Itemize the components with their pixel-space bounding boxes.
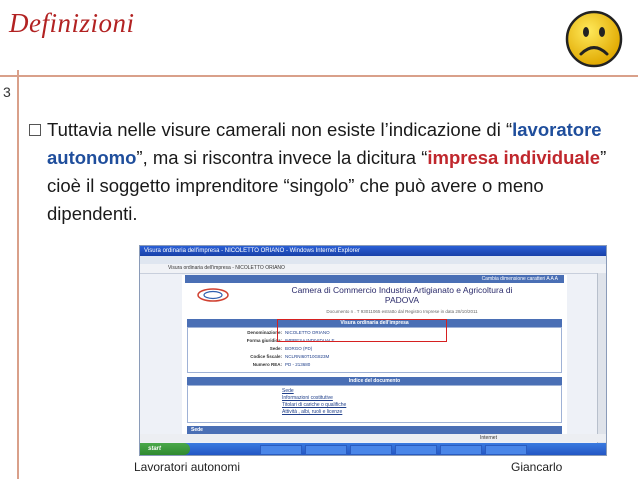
visura-screenshot bbox=[139, 245, 607, 456]
font-size-banner: Cambia dimensione caratteri A A A bbox=[185, 275, 564, 283]
field-value: NCLRNI60T10G823M bbox=[285, 354, 330, 359]
status-zone: Internet bbox=[480, 435, 497, 441]
field-value: BORGO (PD) bbox=[285, 346, 313, 351]
term-lavoratore-autonomo: lavoratore autonomo bbox=[47, 119, 602, 168]
term-impresa-individuale: impresa individuale bbox=[427, 147, 601, 168]
document-number: Documento n . T 93011065 estratto dal Registro Imprese in data 28/10/2011 bbox=[326, 309, 478, 314]
sad-face-icon bbox=[565, 10, 623, 68]
field-label: Codice fiscale: bbox=[250, 354, 282, 359]
slide-title: Definizioni bbox=[9, 8, 135, 38]
index-header: Indice del documento bbox=[187, 377, 562, 385]
index-link-titolari[interactable]: Titolari di cariche o qualifiche bbox=[282, 402, 347, 408]
chamber-name-line1: Camera di Commercio Industria Artigianato e Agricoltura di bbox=[291, 285, 513, 295]
index-link-attivita[interactable]: Attività , albi, ruoli e licenze bbox=[282, 409, 343, 415]
taskbar-item[interactable] bbox=[440, 445, 482, 455]
bullet-text bbox=[47, 116, 627, 228]
windows-taskbar bbox=[140, 443, 606, 455]
side-divider bbox=[17, 70, 19, 479]
taskbar-item[interactable] bbox=[395, 445, 437, 455]
start-button[interactable]: start bbox=[140, 443, 190, 455]
field-label: Sede: bbox=[269, 346, 282, 351]
field-label: Forma giuridica: bbox=[246, 338, 282, 343]
field-row bbox=[222, 362, 310, 367]
taskbar-item[interactable] bbox=[485, 445, 527, 455]
browser-title-bar: Visura ordinaria dell'impresa - NICOLETTO ORIANO - Windows Internet Explorer bbox=[140, 246, 606, 256]
highlight-box bbox=[277, 319, 447, 342]
bullet-marker bbox=[29, 124, 41, 136]
browser-status-bar bbox=[140, 434, 606, 442]
bullet-text-part1: Tuttavia nelle visure camerali non esiste l’indicazione di “ bbox=[47, 119, 513, 140]
field-row bbox=[222, 354, 329, 359]
chamber-name-line2: PADOVA bbox=[384, 295, 420, 305]
field-label: Denominazione: bbox=[247, 330, 282, 335]
sede-header: Sede bbox=[187, 426, 562, 434]
taskbar-item[interactable] bbox=[260, 445, 302, 455]
header-divider bbox=[0, 75, 638, 77]
index-link-informazioni[interactable]: Informazioni costitutive bbox=[282, 395, 333, 401]
taskbar-item[interactable] bbox=[305, 445, 347, 455]
field-label: Numero REA: bbox=[252, 362, 282, 367]
bullet-text-part2: ”, ma si riscontra invece la dicitura “ bbox=[136, 147, 428, 168]
visura-page bbox=[182, 275, 567, 442]
chamber-name bbox=[242, 285, 562, 305]
footer-right: Giancarlo bbox=[511, 460, 563, 474]
field-row bbox=[222, 346, 312, 351]
index-link-sede[interactable]: Sede bbox=[282, 388, 294, 394]
section-header: Visura ordinaria dell'impresa bbox=[187, 319, 562, 327]
footer-left: Lavoratori autonomi bbox=[134, 460, 241, 474]
index-box bbox=[187, 385, 562, 423]
field-value: PD - 213680 bbox=[285, 362, 311, 367]
field-value: IMPRESA INDIVIDUALE bbox=[285, 338, 335, 343]
field-value: NICOLETTO ORIANO bbox=[285, 330, 330, 335]
browser-address-bar bbox=[140, 256, 606, 264]
browser-scrollbar[interactable] bbox=[597, 273, 606, 443]
bullet-text-part3: ” cioè il soggetto imprenditore “singolo” che può avere o meno dipendenti. bbox=[47, 147, 607, 224]
browser-tab: Visura ordinaria dell'impresa - NICOLETTO ORIANO bbox=[140, 264, 606, 274]
chamber-logo-icon bbox=[196, 287, 230, 303]
slide-number: 3 bbox=[3, 84, 11, 100]
taskbar-item[interactable] bbox=[350, 445, 392, 455]
